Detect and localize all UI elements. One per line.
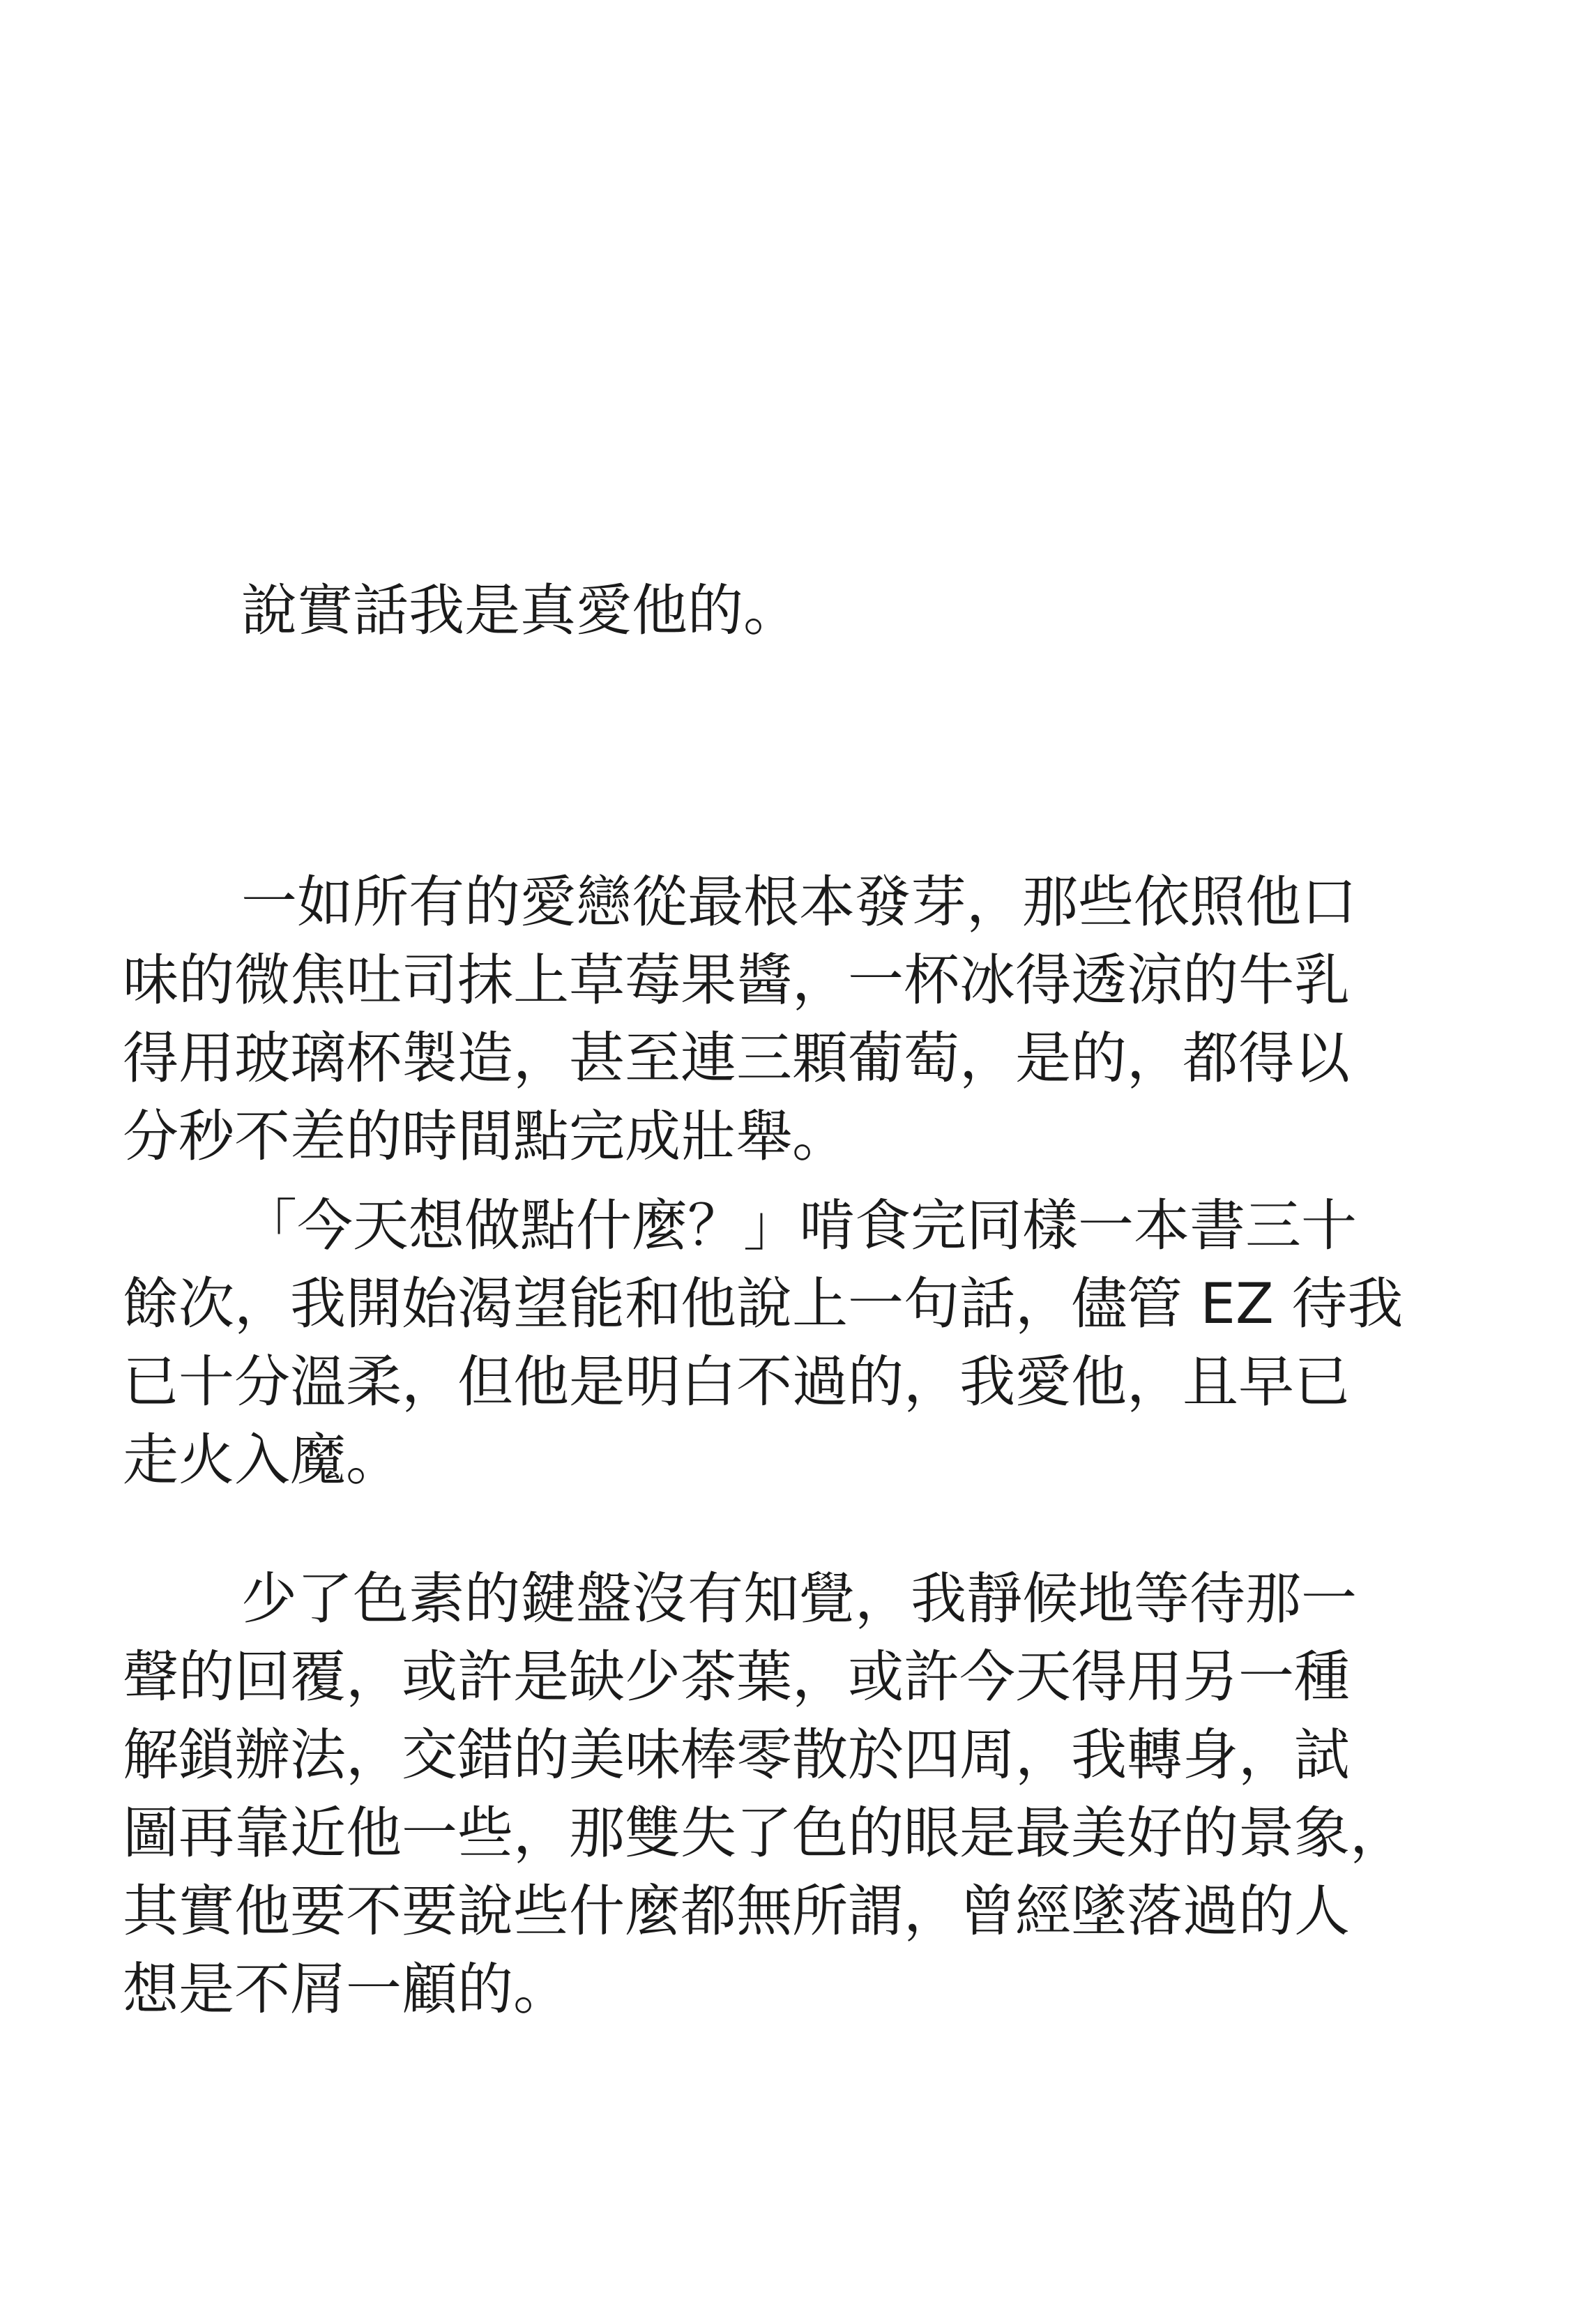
paragraph-1 <box>123 572 1468 650</box>
paragraph-line: 聲的回覆，或許是缺少茶葉，或許今天得用另一種 <box>123 1644 1350 1709</box>
paragraph-line: 味的微焦吐司抹上草莓果醬，一杯冰得透涼的牛乳 <box>123 948 1350 1013</box>
paragraph-line: 圖再靠近他一些，那雙失了色的眼是最美好的景象， <box>123 1801 1406 1865</box>
paragraph-line: 分秒不差的時間點完成壯舉。 <box>123 1104 848 1169</box>
paragraph-line: 說實話我是真愛他的。 <box>241 578 799 643</box>
paragraph-line: 「今天想做點什麼？」啃食完同樣一本書三十 <box>241 1193 1357 1258</box>
paragraph-line: 餘次，我開始渴望能和他說上一句話，儘管 EZ 待我 <box>123 1271 1404 1336</box>
paragraph-3 <box>123 1187 1468 1499</box>
paragraph-line: 已十分溫柔，但他是明白不過的，我愛他，且早已 <box>123 1349 1350 1414</box>
paragraph-line: 少了色素的鍵盤沒有知覺，我靜候地等待那一 <box>241 1566 1357 1631</box>
paragraph-line: 得用玻璃杯製造，甚至連三顆葡萄，是的，都得以 <box>123 1026 1350 1091</box>
paragraph-line: 其實他要不要說些什麼都無所謂，曾經墜落過的人 <box>123 1879 1350 1944</box>
paragraph-4 <box>123 1560 1468 2029</box>
paragraph-line: 想是不屑一顧的。 <box>123 1957 569 2022</box>
paragraph-line: 解鎖辦法，交錯的美味棒零散於四周，我轉身，試 <box>123 1723 1350 1787</box>
paragraph-2 <box>123 863 1468 1176</box>
paragraph-line: 走火入魔。 <box>123 1428 402 1492</box>
paragraph-line: 一如所有的愛戀從最根本發芽，那些依照他口 <box>241 870 1357 934</box>
